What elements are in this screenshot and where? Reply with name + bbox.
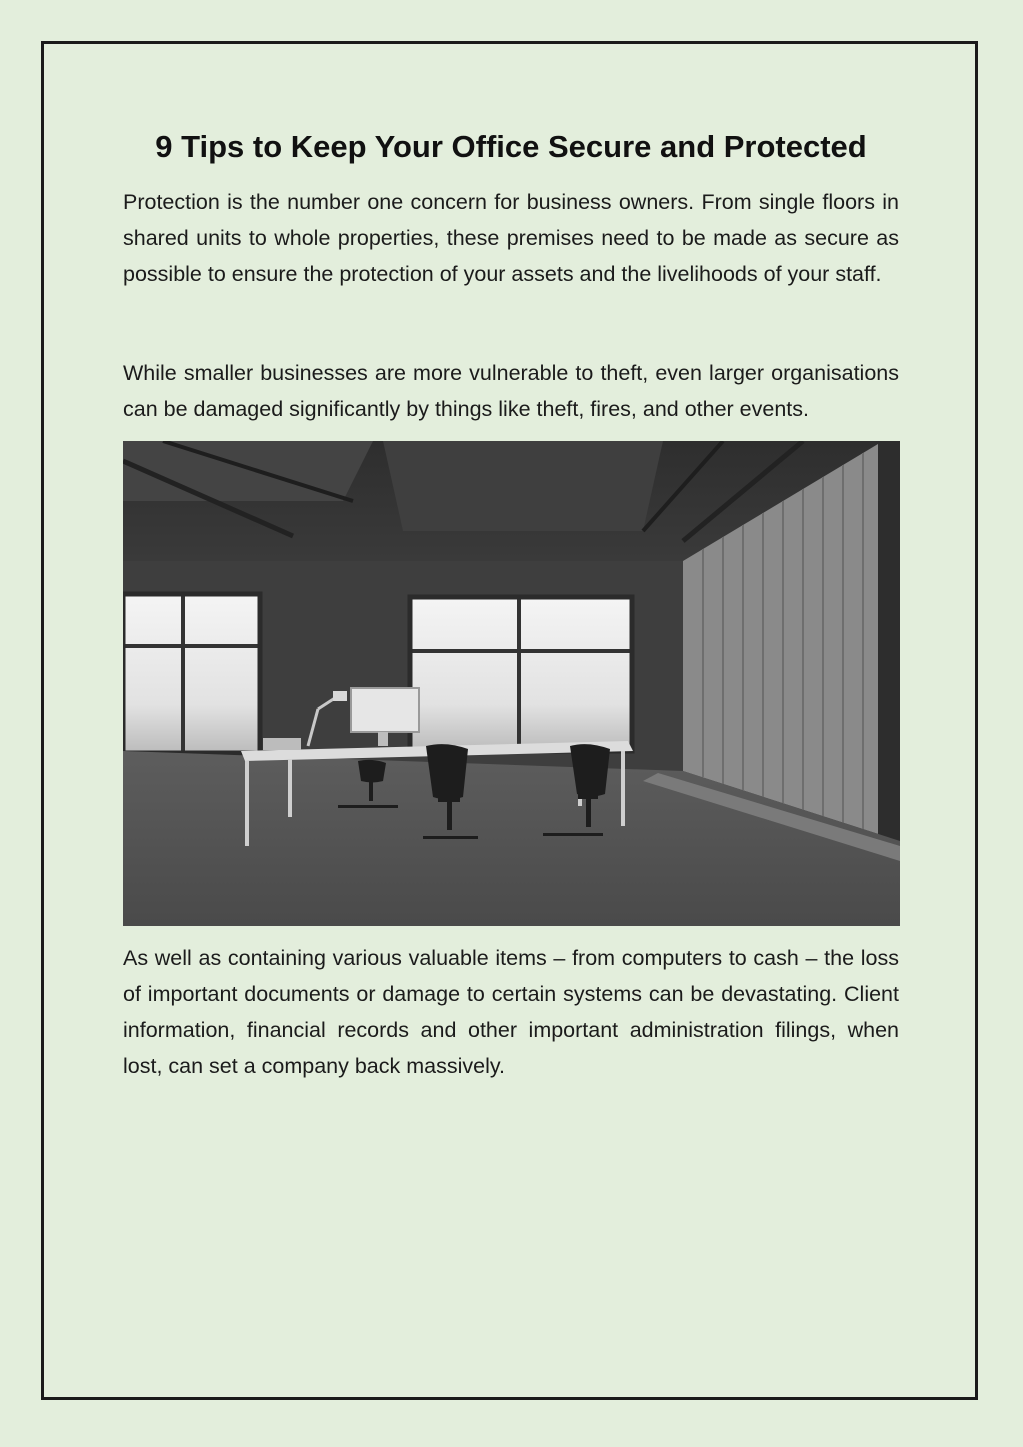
document-title: 9 Tips to Keep Your Office Secure and Protected: [155, 129, 867, 164]
paragraph-intro: Protection is the number one concern for business owners. From single floors in shared units to whole properties, these premises need to be made as secure as possible to ensure the protection of your assets and the livelihoods of your staff.: [123, 190, 899, 286]
paragraph-vulnerability: While smaller businesses are more vulnerable to theft, even larger organisations can be damaged significantly by things like theft, fires, and other events.: [123, 361, 899, 421]
office-interior-photo: [123, 441, 900, 926]
paragraph-valuables: As well as containing various valuable items – from computers to cash – the loss of important documents or damage to certain systems can be devastating. Client information, financial records and other important administration filings, when lost, can set a company back massively.: [123, 946, 899, 1078]
document-body: [123, 126, 899, 1084]
office-illustration: [123, 441, 900, 926]
